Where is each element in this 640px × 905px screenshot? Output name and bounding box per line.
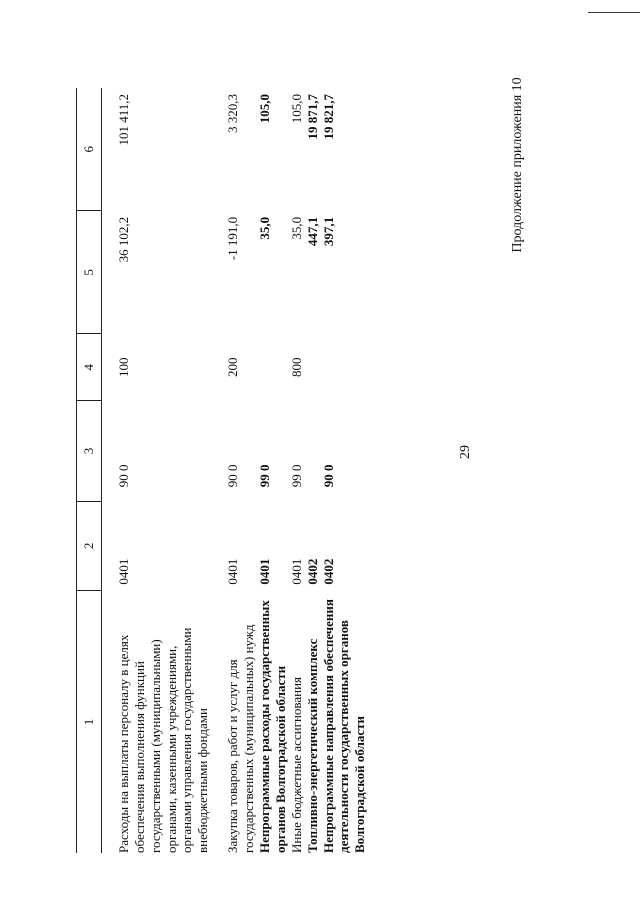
edge-line [588,12,640,13]
row-value-cell-2: 0402 [304,558,320,585]
row-value-cell-6: 101 411,2 [116,94,131,146]
header-col-4: 4 [77,334,102,401]
row-value-cell-6: 3 320,3 [225,94,241,133]
row-value-cell-6: 19 821,7 [320,94,336,140]
table-row [305,88,321,853]
row-value-cell-3 [305,401,321,502]
table-row [257,88,289,853]
row-value-cell-2: 0401 [288,558,304,585]
row-value-cell-4 [305,334,321,401]
table-row [321,88,369,853]
header-col-2: 2 [77,501,102,590]
row-value-cell-3: 90 0 [225,464,241,488]
row-value-cell-6: 105,0 [256,94,272,124]
continuation-label: Продолжение приложения 10 [510,77,525,253]
row-name-cell: Закупка товаров, работ и услуг для государственных (муниципальных) нужд [225,624,257,853]
row-value-cell-4: 100 [116,357,131,377]
row-value-cell-6: 19 871,7 [304,94,320,140]
row-name-cell: Непрограммные расходы государственных органов Волгоградской области [256,600,288,853]
header-col-5: 5 [77,211,102,334]
row-value-cell-5: 36 102,2 [116,216,131,263]
row-value-cell-4 [257,334,289,401]
row-value-cell-5: 397,1 [320,216,336,247]
row-value-cell-2: 0402 [320,558,336,585]
row-value-cell-2: 0401 [256,558,272,585]
row-value-cell-4 [321,334,369,401]
row-value-cell-2: 0401 [116,558,131,585]
row-value-cell-6: 105,0 [288,94,304,124]
header-col-3: 3 [77,401,102,502]
budget-table-wrapper [76,88,505,853]
row-value-cell-5: 35,0 [288,216,304,240]
table-header-row [77,88,102,853]
row-value-cell-3: 90 0 [116,464,131,488]
header-col-6: 6 [77,88,102,211]
row-name-cell: Непрограммные направления обеспечения деятельности государственных органов Волгоградской области [320,599,368,853]
page-number: 29 [458,445,473,459]
budget-table [76,88,368,853]
row-value-cell-2: 0401 [225,558,241,585]
row-name-cell: Топливно-энергетический комплекс [304,638,320,853]
row-name-cell: Расходы на выплаты персоналу в целях обеспечения выполнения функций государственными (муниципальными) органами, казенными учреждениями, органами управления государственными внебюджетными фондами [116,627,211,853]
header-col-1: 1 [77,591,102,853]
row-value-cell-5: 35,0 [256,216,272,240]
row-value-cell-4: 800 [288,357,304,377]
row-value-cell-5: 447,1 [304,216,320,247]
row-value-cell-3: 99 0 [288,464,304,488]
table-row [289,88,305,853]
row-spacer [211,88,225,853]
row-name-cell: Иные бюджетные ассигнования [288,676,304,853]
row-spacer [102,88,117,853]
row-value-cell-5: -1 191,0 [225,216,241,261]
row-value-cell-3: 99 0 [256,464,272,488]
rotated-table-frame [76,88,505,853]
table-row [116,88,211,853]
row-value-cell-4: 200 [225,357,241,377]
row-value-cell-3: 90 0 [320,464,336,488]
table-row [225,88,257,853]
